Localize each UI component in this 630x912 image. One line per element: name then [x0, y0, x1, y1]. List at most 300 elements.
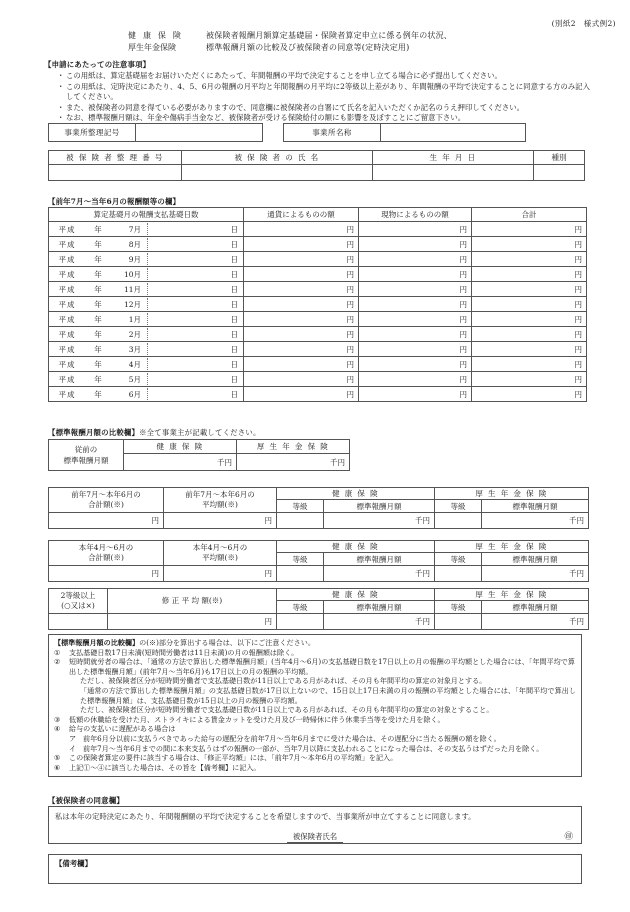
annual-health-grade-header: 等級 — [277, 500, 324, 513]
quarter-pension-grade-header: 等級 — [435, 553, 482, 566]
annual-sum-line2: 合計額(※) — [88, 500, 124, 509]
month-days-cell[interactable] — [49, 372, 244, 387]
remarks-box[interactable] — [48, 854, 582, 884]
monthly-rows — [49, 222, 587, 402]
insured-number-header: 被 保 険 者 整 理 番 号 — [49, 151, 182, 165]
adjusted-average-table — [48, 588, 589, 630]
office-name-input[interactable] — [381, 124, 526, 142]
unit-yen: 円 — [346, 269, 354, 279]
unit-yen: 円 — [574, 269, 582, 279]
month-label: 12月 — [123, 299, 141, 309]
office-code-input[interactable] — [136, 124, 263, 142]
in-kind-amount-cell[interactable] — [359, 357, 472, 372]
in-kind-amount-cell[interactable] — [359, 237, 472, 252]
month-label: 10月 — [123, 269, 141, 279]
year-label: 年 — [94, 269, 102, 279]
era-label: 平成 — [58, 314, 76, 324]
unit-day: 日 — [230, 254, 238, 264]
month-days-cell[interactable] — [49, 222, 244, 237]
table-row — [49, 566, 589, 582]
annual-sum-label — [49, 488, 164, 513]
unit-day: 日 — [230, 284, 238, 294]
previous-health-input[interactable] — [124, 454, 237, 471]
adjusted-pension-grade-header: 等級 — [435, 601, 482, 614]
unit-yen: 円 — [459, 239, 467, 249]
year-label: 年 — [94, 389, 102, 399]
insured-type-header: 種別 — [534, 151, 585, 165]
title-line-2-text: 標準報酬月額の比較及び被保険者の同意等(定時決定用) — [206, 43, 410, 52]
insured-name-header: 被 保 険 者 の 氏 名 — [182, 151, 373, 165]
total-amount-cell[interactable] — [472, 342, 587, 357]
annual-avg-input[interactable] — [164, 513, 277, 529]
unit-yen: 円 — [346, 239, 354, 249]
unit-yen: 円 — [459, 329, 467, 339]
total-amount-cell[interactable] — [472, 312, 587, 327]
table-row — [49, 357, 587, 372]
unit-kyen: 千円 — [569, 569, 584, 578]
grade-difference-line2: (○又は×) — [61, 601, 95, 610]
quarter-average-table — [48, 540, 589, 582]
month-label: 9月 — [128, 254, 141, 264]
currency-amount-cell[interactable] — [244, 237, 359, 252]
adjusted-pension-header: 厚 生 年 金 保 険 — [435, 589, 589, 601]
month-days-cell[interactable] — [49, 252, 244, 267]
adjusted-average-input[interactable] — [108, 614, 277, 630]
table-row — [49, 327, 587, 342]
explanation-sub-text: 前年7月～当年6月までの間に本来支払うはずの報酬の一部が、当年7月以降に支払われることになった場合は、その支払うはずだった月を除く。 — [83, 743, 544, 753]
insured-number-input[interactable] — [49, 165, 182, 181]
total-amount-cell[interactable] — [472, 387, 587, 402]
era-label: 平成 — [58, 284, 76, 294]
currency-amount-cell[interactable] — [244, 327, 359, 342]
unit-yen: 円 — [459, 344, 467, 354]
insured-type-input[interactable] — [534, 165, 585, 181]
explanation-item — [54, 753, 576, 763]
currency-amount-cell[interactable] — [244, 342, 359, 357]
document-title — [128, 30, 452, 54]
unit-kyen: 千円 — [217, 457, 232, 467]
consent-text: 私は本年の定時決定にあたり、年間報酬額の平均で決定することを希望しますので、当事業所が申立てすることに同意します。 — [55, 812, 476, 821]
unit-yen: 円 — [264, 617, 272, 626]
total-amount-cell[interactable] — [472, 222, 587, 237]
unit-yen: 円 — [346, 389, 354, 399]
unit-yen: 円 — [459, 224, 467, 234]
annual-pension-header: 厚 生 年 金 保 険 — [435, 488, 589, 500]
grade-difference-input[interactable] — [49, 614, 108, 630]
unit-yen: 円 — [346, 329, 354, 339]
payment-basis-days-header: 算定基礎月の報酬支払基礎日数 — [49, 208, 244, 222]
unit-yen: 円 — [574, 359, 582, 369]
unit-yen: 円 — [459, 299, 467, 309]
explanation-sub-item — [54, 734, 576, 744]
table-header-row — [49, 541, 589, 553]
total-amount-cell[interactable] — [472, 297, 587, 312]
adjusted-health-grade-input[interactable] — [277, 614, 324, 630]
explanation-text: 低額の休職給を受けた月、ストライキによる賃金カットを受けた月及び一時帰休に伴う休業手当等を受けた月を除く。 — [69, 714, 445, 724]
unit-kyen: 千円 — [415, 569, 430, 578]
unit-yen: 円 — [346, 224, 354, 234]
explanation-item2-note1: ただし、被保険者区分が短時間労働者で支払基礎日数が11日以上である月があれば、その月も年間平均の算定の対象月とする。 — [80, 676, 487, 686]
quarter-health-grade-input[interactable] — [277, 566, 324, 582]
adjusted-health-amount-input[interactable] — [324, 614, 435, 630]
currency-amount-cell[interactable] — [244, 267, 359, 282]
currency-amount-cell[interactable] — [244, 282, 359, 297]
annual-sum-line1: 前年7月～本年6月の — [71, 489, 141, 499]
seal-icon: ㊞ — [564, 832, 573, 842]
adjusted-pension-grade-input[interactable] — [435, 614, 482, 630]
month-days-cell[interactable] — [49, 312, 244, 327]
total-amount-cell[interactable] — [472, 372, 587, 387]
table-row — [49, 513, 589, 529]
insured-name-input[interactable] — [182, 165, 373, 181]
unit-day: 日 — [230, 344, 238, 354]
unit-yen: 円 — [346, 314, 354, 324]
months-section-label: 【前年7月～当年6月の報酬額等の欄】 — [48, 197, 181, 206]
unit-yen: 円 — [459, 269, 467, 279]
in-kind-amount-header: 現物によるものの額 — [359, 208, 472, 222]
in-kind-amount-cell[interactable] — [359, 282, 472, 297]
quarter-pension-grade-input[interactable] — [435, 566, 482, 582]
month-label: 6月 — [128, 389, 141, 399]
month-days-cell[interactable] — [49, 387, 244, 402]
spacer — [263, 124, 284, 142]
annual-sum-input[interactable] — [49, 513, 164, 529]
year-label: 年 — [94, 359, 102, 369]
previous-label-line2: 標準報酬月額 — [63, 456, 109, 465]
era-label: 平成 — [58, 389, 76, 399]
table-header-row — [49, 488, 589, 500]
quarter-health-amount-input[interactable] — [324, 566, 435, 582]
notice-item: ・ なお、標準報酬月額は、年金や傷病手当金など、被保険者が受ける保険給付の額にも影響を及ぼすことにご留意下さい。 — [58, 113, 590, 123]
annual-avg-label — [164, 488, 277, 513]
currency-amount-cell[interactable] — [244, 372, 359, 387]
explanation-number: ① — [54, 647, 61, 657]
previous-label-line1: 従前の — [74, 445, 98, 454]
annual-health-amount-header: 標準報酬月額 — [324, 500, 435, 513]
year-label: 年 — [94, 329, 102, 339]
previous-pension-input[interactable] — [237, 454, 350, 471]
quarter-avg-line2: 平均額(※) — [202, 553, 238, 562]
month-days-cell[interactable] — [49, 327, 244, 342]
year-label: 年 — [94, 314, 102, 324]
title-line-1 — [128, 30, 452, 42]
currency-amount-cell[interactable] — [244, 297, 359, 312]
total-amount-cell[interactable] — [472, 282, 587, 297]
grade-difference-line1: 2等級以上 — [60, 590, 96, 600]
unit-day: 日 — [230, 329, 238, 339]
unit-yen: 円 — [459, 284, 467, 294]
explanation-number: ⑥ — [54, 762, 61, 772]
adjusted-health-amount-header: 標準報酬月額 — [324, 601, 435, 614]
notice-heading: 【申請にあたっての注意事項】 — [44, 60, 151, 69]
unit-kyen: 千円 — [415, 516, 430, 525]
explanation-intro-strong: 【標準報酬月額の比較欄】 — [54, 638, 140, 647]
comparison-section-label — [48, 427, 261, 438]
month-label: 4月 — [128, 359, 141, 369]
previous-standard-label — [49, 440, 124, 471]
unit-day: 日 — [230, 374, 238, 384]
unit-yen: 円 — [346, 374, 354, 384]
month-label: 5月 — [128, 374, 141, 384]
explanation-text: 支払基礎日数17日未満(短時間労働者は11日未満)の月の報酬額は除く。 — [69, 647, 299, 657]
total-amount-cell[interactable] — [472, 252, 587, 267]
in-kind-amount-cell[interactable] — [359, 267, 472, 282]
quarter-sum-input[interactable] — [49, 566, 164, 582]
currency-amount-cell[interactable] — [244, 357, 359, 372]
quarter-sum-line2: 合計額(※) — [88, 553, 124, 562]
year-label: 年 — [94, 224, 102, 234]
unit-yen: 円 — [459, 359, 467, 369]
currency-amount-cell[interactable] — [244, 252, 359, 267]
total-amount-header: 合計 — [472, 208, 587, 222]
year-label: 年 — [94, 344, 102, 354]
unit-yen: 円 — [459, 389, 467, 399]
table-row — [49, 267, 587, 282]
explanation-intro — [54, 638, 576, 648]
unit-day: 日 — [230, 269, 238, 279]
month-days-cell[interactable] — [49, 357, 244, 372]
in-kind-amount-cell[interactable] — [359, 327, 472, 342]
unit-kyen: 千円 — [569, 516, 584, 525]
table-row — [49, 222, 587, 237]
month-days-cell[interactable] — [49, 267, 244, 282]
quarter-pension-amount-header: 標準報酬月額 — [482, 553, 589, 566]
adjusted-health-header: 健 康 保 険 — [277, 589, 435, 601]
explanation-text: この保険者算定の要件に該当する場合は、「修正平均額」には、「前年7月～本年6月の平均額」を記入。 — [69, 753, 398, 763]
office-name-label: 事業所名称 — [284, 124, 381, 142]
unit-yen: 円 — [574, 329, 582, 339]
unit-kyen: 千円 — [569, 617, 584, 626]
title-line-2 — [128, 42, 452, 54]
table-header-row — [49, 208, 587, 222]
unit-day: 日 — [230, 359, 238, 369]
year-label: 年 — [94, 254, 102, 264]
year-label: 年 — [94, 374, 102, 384]
unit-yen: 円 — [574, 284, 582, 294]
total-amount-cell[interactable] — [472, 267, 587, 282]
unit-day: 日 — [230, 224, 238, 234]
table-header-row — [49, 151, 585, 165]
annual-pension-grade-header: 等級 — [435, 500, 482, 513]
table-row — [49, 165, 585, 181]
annual-avg-line2: 平均額(※) — [202, 500, 238, 509]
unit-yen: 円 — [459, 374, 467, 384]
era-label: 平成 — [58, 359, 76, 369]
unit-yen: 円 — [346, 254, 354, 264]
explanation-number: ③ — [54, 714, 61, 724]
currency-amount-header: 通貨によるものの額 — [244, 208, 359, 222]
month-label: 7月 — [128, 224, 141, 234]
total-amount-cell[interactable] — [472, 357, 587, 372]
table-row — [49, 387, 587, 402]
unit-day: 日 — [230, 389, 238, 399]
month-days-cell[interactable] — [49, 342, 244, 357]
era-label: 平成 — [58, 239, 76, 249]
in-kind-amount-cell[interactable] — [359, 297, 472, 312]
explanation-intro-rest: の(※)部分を算出する場合は、以下にご注意ください。 — [139, 638, 315, 647]
total-amount-cell[interactable] — [472, 327, 587, 342]
explanation-sub-text: 前年6月分以前に支払うべきであった給与の遅配分を前年7月～当年6月までに受けた場合は、その遅配分に当たる報酬の額を除く。 — [83, 733, 501, 743]
office-code-label: 事業所整理記号 — [49, 124, 136, 142]
quarter-sum-label — [49, 541, 164, 566]
consent-signature-row — [55, 831, 575, 842]
notice-list — [44, 71, 590, 124]
explanation-number: ② — [54, 657, 61, 667]
unit-yen: 円 — [346, 359, 354, 369]
explanation-item — [54, 715, 576, 725]
adjusted-pension-amount-header: 標準報酬月額 — [482, 601, 589, 614]
annual-pension-grade-input[interactable] — [435, 513, 482, 529]
unit-yen: 円 — [264, 569, 272, 578]
monthly-remuneration-table — [48, 207, 587, 402]
notice-item: ・ この用紙は、算定基礎届をお届けいただくにあたって、年間報酬の平均で決定することを申し立てる場合に必ず提出してください。 — [58, 71, 590, 81]
consent-box — [48, 806, 582, 844]
comparison-label-note: ※全て事業主が記載してください。 — [139, 428, 261, 437]
quarter-health-grade-header: 等級 — [277, 553, 324, 566]
insured-birthdate-header: 生 年 月 日 — [373, 151, 534, 165]
era-label: 平成 — [58, 224, 76, 234]
unit-day: 日 — [230, 314, 238, 324]
currency-amount-cell[interactable] — [244, 312, 359, 327]
table-row — [49, 297, 587, 312]
unit-yen: 円 — [574, 239, 582, 249]
quarter-health-amount-header: 標準報酬月額 — [324, 553, 435, 566]
year-label: 年 — [94, 284, 102, 294]
in-kind-amount-cell[interactable] — [359, 387, 472, 402]
month-days-cell[interactable] — [49, 237, 244, 252]
annual-pension-amount-header: 標準報酬月額 — [482, 500, 589, 513]
unit-yen: 円 — [264, 516, 272, 525]
month-days-cell[interactable] — [49, 297, 244, 312]
explanation-text: 給与の支払いに遅配がある場合は — [69, 724, 176, 734]
title-pension-insurance-label: 厚生年金保険 — [128, 43, 176, 52]
office-info-table — [48, 123, 526, 142]
adjusted-pension-amount-input[interactable] — [482, 614, 589, 630]
in-kind-amount-cell[interactable] — [359, 372, 472, 387]
era-label: 平成 — [58, 374, 76, 384]
era-label: 平成 — [58, 254, 76, 264]
unit-yen: 円 — [574, 389, 582, 399]
annual-health-header: 健 康 保 険 — [277, 488, 435, 500]
annual-average-table — [48, 487, 589, 529]
explanation-sub-label: イ — [69, 743, 77, 753]
explanation-text: 上記①～④に該当した場合は、その旨を【備考欄】に記入。 — [69, 762, 261, 772]
notice-item: ・ また、被保険者の同意を得ている必要がありますので、同意欄に被保険者の自署にて氏名を記入いただくか記名のうえ押印してください。 — [58, 103, 590, 113]
table-row — [49, 252, 587, 267]
explanation-box — [48, 634, 582, 777]
explanation-number: ④ — [54, 724, 61, 734]
unit-yen: 円 — [574, 224, 582, 234]
unit-yen: 円 — [459, 254, 467, 264]
insured-birthdate-input[interactable] — [373, 165, 534, 181]
unit-yen: 円 — [574, 314, 582, 324]
unit-yen: 円 — [574, 299, 582, 309]
explanation-item — [54, 648, 576, 658]
month-label: 1月 — [128, 314, 141, 324]
era-label: 平成 — [58, 269, 76, 279]
year-label: 年 — [94, 299, 102, 309]
notice-section — [44, 60, 590, 124]
explanation-item2-note2: 「通常の方法で算出した標準報酬月額」の支払基礎日数が17日以上ないので、15日以上17日未満の月の報酬の平均額とした場合には、「年間平均で算出した標準報酬月額」は、支払基礎日数が15日以上の月の報酬の平均額。 — [80, 685, 576, 705]
title-health-insurance-label: 健 康 保 険 — [128, 31, 184, 40]
grade-difference-label — [49, 589, 108, 614]
explanation-sub-item — [54, 744, 576, 754]
unit-yen: 円 — [346, 299, 354, 309]
previous-standard-table — [48, 439, 350, 471]
quarter-avg-label — [164, 541, 277, 566]
unit-day: 日 — [230, 299, 238, 309]
unit-yen: 円 — [346, 284, 354, 294]
consent-section-label: 【被保険者の同意欄】 — [48, 796, 124, 805]
annual-pension-amount-input[interactable] — [482, 513, 589, 529]
in-kind-amount-cell[interactable] — [359, 222, 472, 237]
year-label: 年 — [94, 239, 102, 249]
era-label: 平成 — [58, 344, 76, 354]
notice-item: ・ この用紙は、定時決定にあたり、4、5、6月の報酬の月平均と年間報酬の月平均に2等級以上差があり、年間報酬の平均で決定することに同意する方のみ記入してください。 — [58, 82, 590, 103]
table-row — [49, 312, 587, 327]
quarter-sum-line1: 本年4月～6月の — [78, 542, 134, 552]
explanation-text: 短時間就労者の場合は、「通常の方法で算出した標準報酬月額」(当年4月～6月)の支払基礎日数を17日以上の月の報酬の平均額とした場合には、「年間平均で算出した標準報酬月額」(前年7月～当年6月)も17日以上の月の報酬の平均額。 — [69, 657, 575, 676]
unit-yen: 円 — [574, 374, 582, 384]
unit-yen: 円 — [574, 254, 582, 264]
annual-avg-line1: 前年7月～本年6月の — [185, 489, 255, 499]
quarter-health-header: 健 康 保 険 — [277, 541, 435, 553]
table-row — [49, 440, 350, 454]
unit-yen: 円 — [346, 344, 354, 354]
explanation-item — [54, 657, 576, 676]
table-row — [49, 372, 587, 387]
explanation-item — [54, 763, 576, 773]
currency-amount-cell[interactable] — [244, 222, 359, 237]
annual-health-grade-input[interactable] — [277, 513, 324, 529]
month-label: 3月 — [128, 344, 141, 354]
quarter-avg-input[interactable] — [164, 566, 277, 582]
remarks-label: 【備考欄】 — [55, 859, 92, 868]
unit-yen: 円 — [459, 314, 467, 324]
table-row — [49, 124, 526, 142]
explanation-sub-label: ア — [69, 733, 77, 743]
insured-signature-field[interactable]: 被保険者氏名 — [287, 832, 343, 843]
unit-yen: 円 — [151, 569, 159, 578]
table-row — [49, 237, 587, 252]
month-label: 11月 — [123, 284, 141, 294]
month-label: 2月 — [128, 329, 141, 339]
previous-pension-header: 厚 生 年 金 保 険 — [237, 440, 350, 454]
quarter-pension-amount-input[interactable] — [482, 566, 589, 582]
table-header-row — [49, 589, 589, 601]
title-line-1-text: 被保険者報酬月額算定基礎届・保険者算定申立に係る例年の状況、 — [206, 31, 452, 40]
unit-kyen: 千円 — [330, 457, 345, 467]
quarter-pension-header: 厚 生 年 金 保 険 — [435, 541, 589, 553]
explanation-item — [54, 724, 576, 734]
total-amount-cell[interactable] — [472, 237, 587, 252]
table-row — [49, 282, 587, 297]
adjusted-average-label: 修 正 平 均 額(※) — [108, 589, 277, 614]
annual-health-amount-input[interactable] — [324, 513, 435, 529]
month-days-cell[interactable] — [49, 282, 244, 297]
table-row — [49, 614, 589, 630]
adjusted-health-grade-header: 等級 — [277, 601, 324, 614]
unit-day: 日 — [230, 239, 238, 249]
in-kind-amount-cell[interactable] — [359, 252, 472, 267]
in-kind-amount-cell[interactable] — [359, 312, 472, 327]
insured-person-table — [48, 150, 585, 181]
month-label: 8月 — [128, 239, 141, 249]
era-label: 平成 — [58, 299, 76, 309]
unit-yen: 円 — [574, 344, 582, 354]
currency-amount-cell[interactable] — [244, 387, 359, 402]
in-kind-amount-cell[interactable] — [359, 342, 472, 357]
